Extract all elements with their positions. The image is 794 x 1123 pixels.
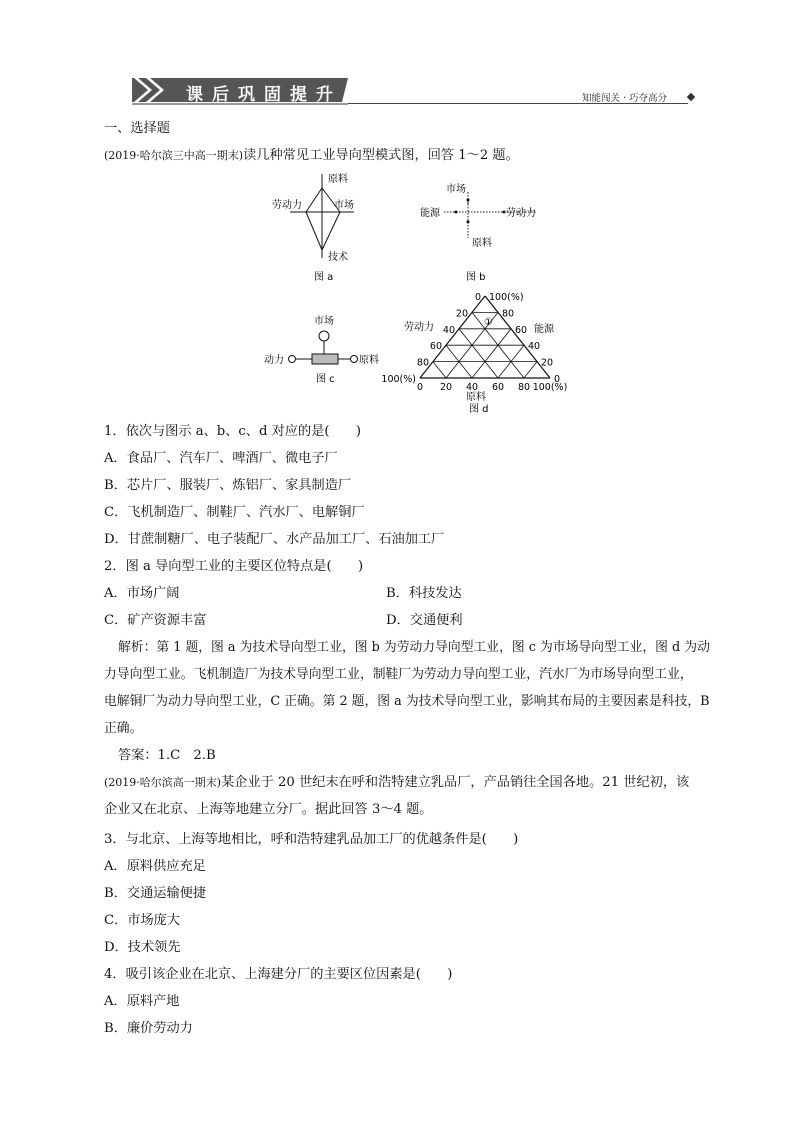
- fig-c-caption: 图 c: [316, 374, 335, 385]
- tick-label: 40: [528, 341, 541, 353]
- q1-option-a: A．食品厂、汽车厂、啤酒厂、微电子厂: [104, 451, 338, 466]
- grid-line: [433, 362, 446, 378]
- figure-b: [416, 178, 556, 288]
- fig-c-label-power: 动力: [264, 355, 284, 366]
- tick-label: 0: [474, 292, 481, 303]
- tick-label: 0: [416, 382, 424, 393]
- tick-label: 100(%): [489, 292, 524, 303]
- fig-d-caption: 图 d: [469, 404, 489, 415]
- banner-title: 课后巩固提升: [186, 85, 342, 105]
- tick-label: 60: [491, 382, 505, 393]
- tick-label: 60: [429, 341, 442, 353]
- analysis-line-2: 力导向型工业。飞机制造厂为技术导向型工业，制鞋厂为劳动力导向型工业，汽水厂为市场导向型工业，: [104, 667, 693, 682]
- section-title: 一、选择题: [104, 121, 170, 136]
- answer: 答案：1.C 2.B: [118, 748, 216, 763]
- q3-option-a: A．原料供应充足: [104, 859, 206, 874]
- tick-label: 100(%): [532, 382, 568, 393]
- fig-b-label-market: 市场: [446, 184, 466, 195]
- source-note: (2019·哈尔滨高一期末): [104, 776, 222, 789]
- analysis-line-1: 解析：第 1 题，图 a 为技术导向型工业，图 b 为劳动力导向型工业，图 c 为市场导向型工业，图 d 为动: [118, 640, 710, 655]
- intro-2-text: 某企业于 20 世纪末在呼和浩特建立乳品厂，产品销往全国各地。21 世纪初，该: [221, 775, 690, 790]
- grid-line: [459, 329, 498, 378]
- grid-line: [420, 296, 485, 378]
- tick-label: 0: [554, 374, 561, 385]
- q3-option-c: C．市场庞大: [104, 913, 181, 928]
- fig-a-label-raw: 原料: [328, 174, 348, 185]
- q2-option-d: D．交通便利: [386, 613, 463, 628]
- fig-c-label-raw: 原料: [359, 355, 379, 366]
- intro-2: [104, 769, 689, 796]
- q2-option-a: A．市场广阔: [104, 586, 180, 601]
- figure-d: [380, 284, 580, 418]
- fig-a-label-labor: 劳动力: [272, 200, 302, 211]
- fig-d-mark: ①: [484, 317, 493, 328]
- tick-label: 100(%): [381, 374, 416, 385]
- q1-option-c: C．飞机制造厂、制鞋厂、汽水厂、电解铜厂: [104, 505, 365, 520]
- q2-stem: 2．图 a 导向型工业的主要区位特点是( ): [104, 559, 364, 574]
- analysis-line-4: 正确。: [104, 721, 143, 736]
- ternary-grid: [420, 296, 550, 378]
- q1-option-d: D．甘蔗制糖厂、电子装配厂、水产品加工厂、石油加工厂: [104, 532, 445, 547]
- header-tag: 知能闯关 · 巧夺高分: [582, 93, 668, 104]
- tick-label: 20: [541, 357, 554, 369]
- tick-label: 60: [515, 324, 528, 336]
- analysis-line-3: 电解铜厂为动力导向型工业，C 正确。第 2 题，图 a 为技术导向型工业，影响其布局的主要因素是科技，B: [104, 694, 710, 709]
- fig-b-caption: 图 b: [466, 272, 486, 283]
- tick-label: 20: [455, 308, 468, 320]
- figure-a: [268, 168, 368, 288]
- q2-option-b: B．科技发达: [386, 586, 462, 601]
- fig-b-label-energy: 能源: [420, 208, 440, 219]
- fig-a-label-tech: 技术: [328, 252, 348, 263]
- tick-label: 40: [465, 382, 479, 393]
- fig-d-label-energy: 能源: [534, 324, 554, 335]
- tick-label: 40: [442, 324, 455, 336]
- q4-stem: 4．吸引该企业在北京、上海建分厂的主要区位因素是( ): [104, 967, 453, 982]
- intro-2-line-2: 企业又在北京、上海等地建立分厂。据此回答 3～4 题。: [104, 802, 433, 817]
- q2-option-c: C．矿产资源丰富: [104, 613, 207, 628]
- tick-label: 20: [439, 382, 453, 393]
- fig-d-label-raw: 原料: [466, 392, 486, 403]
- q1-stem: 1．依次与图示 a、b、c、d 对应的是( ): [104, 424, 362, 439]
- tick-label: 80: [502, 308, 515, 320]
- q3-option-d: D．技术领先: [104, 940, 181, 955]
- fig-b-label-raw: 原料: [472, 238, 492, 249]
- tick-label: 80: [416, 357, 429, 369]
- fig-a-caption: 图 a: [314, 272, 334, 283]
- q3-option-b: B．交通运输便捷: [104, 886, 207, 901]
- source-note: (2019·哈尔滨三中高一期末): [104, 149, 244, 162]
- diamond-icon: [687, 93, 695, 101]
- intro-1: [104, 142, 519, 169]
- figure-c: [262, 312, 392, 392]
- q1-option-b: B．芯片厂、服装厂、炼铝厂、家具制造厂: [104, 478, 352, 493]
- tick-label: 80: [517, 382, 531, 393]
- q3-stem: 3．与北京、上海等地相比，呼和浩特建乳品加工厂的优越条件是( ): [104, 832, 519, 847]
- fig-a-label-market: 市场: [334, 200, 354, 211]
- q4-option-b: B．廉价劳动力: [104, 1021, 193, 1036]
- grid-line: [472, 329, 511, 378]
- fig-c-label-market: 市场: [314, 316, 334, 327]
- q4-option-a: A．原料产地: [104, 994, 180, 1009]
- fig-b-label-labor: 劳动力: [506, 208, 536, 219]
- grid-line: [524, 362, 537, 378]
- fig-d-label-labor: 劳动力: [404, 322, 434, 333]
- intro-1-text: 读几种常见工业导向型模式图，回答 1～2 题。: [243, 148, 519, 163]
